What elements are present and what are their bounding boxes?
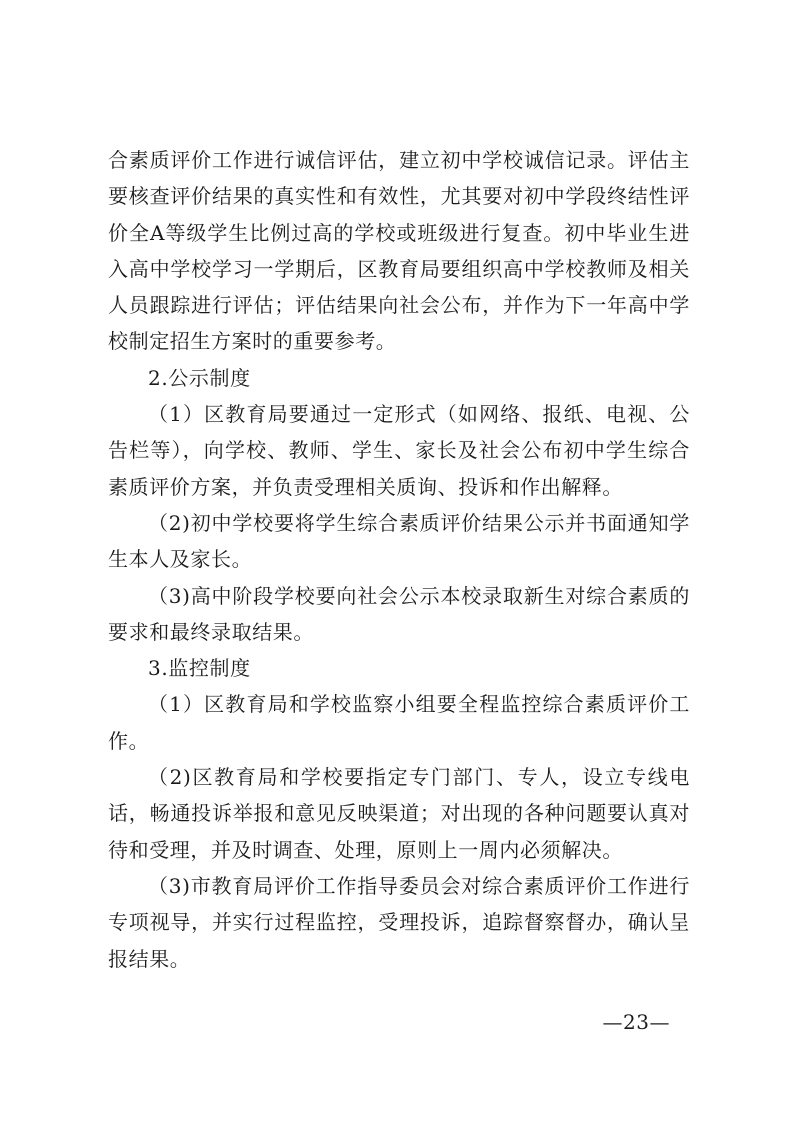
- section-heading-monitoring: 3.监控制度: [148, 656, 251, 681]
- paragraph-disclosure-3: （3)高中阶段学校要向社会公示本校录取新生对综合素质的要求和最终录取结果。: [108, 583, 690, 644]
- paragraph-monitoring-3: （3)市教育局评价工作指导委员会对综合素质评价工作进行专项视导，并实行过程监控，受理投诉，追踪督察督办，确认呈报结果。: [108, 873, 690, 971]
- paragraph-continuation: 合素质评价工作进行诚信评估，建立初中学校诚信记录。评估主要核查评价结果的真实性和有效性，尤其要对初中学段终结性评价全A等级学生比例过高的学校或班级进行复查。初中毕业生进入高中学校学习一学期后，区教育局要组织高中学校教师及相关人员跟踪进行评估；评估结果向社会公布，并作为下一年高中学校制定招生方案时的重要参考。: [108, 148, 690, 354]
- page-number: —23—: [602, 1010, 670, 1034]
- paragraph-monitoring-1: （1）区教育局和学校监察小组要全程监控综合素质评价工作。: [108, 692, 690, 753]
- paragraph-disclosure-2: （2)初中学校要将学生综合素质评价结果公示并书面通知学生本人及家长。: [108, 510, 690, 572]
- paragraph-monitoring-2: （2)区教育局和学校要指定专门部门、专人，设立专线电话，畅通投诉举报和意见反映渠道；对出现的各种问题要认真对待和受理，并及时调查、处理，原则上一周内必须解决。: [108, 765, 690, 862]
- document-body: [108, 142, 690, 977]
- paragraph-disclosure-1: （1）区教育局要通过一定形式（如网络、报纸、电视、公告栏等），向学校、教师、学生、家长及社会公布初中学生综合素质评价方案，并负责受理相关质询、投诉和作出解释。: [108, 402, 690, 499]
- section-heading-disclosure: 2.公示制度: [148, 365, 251, 390]
